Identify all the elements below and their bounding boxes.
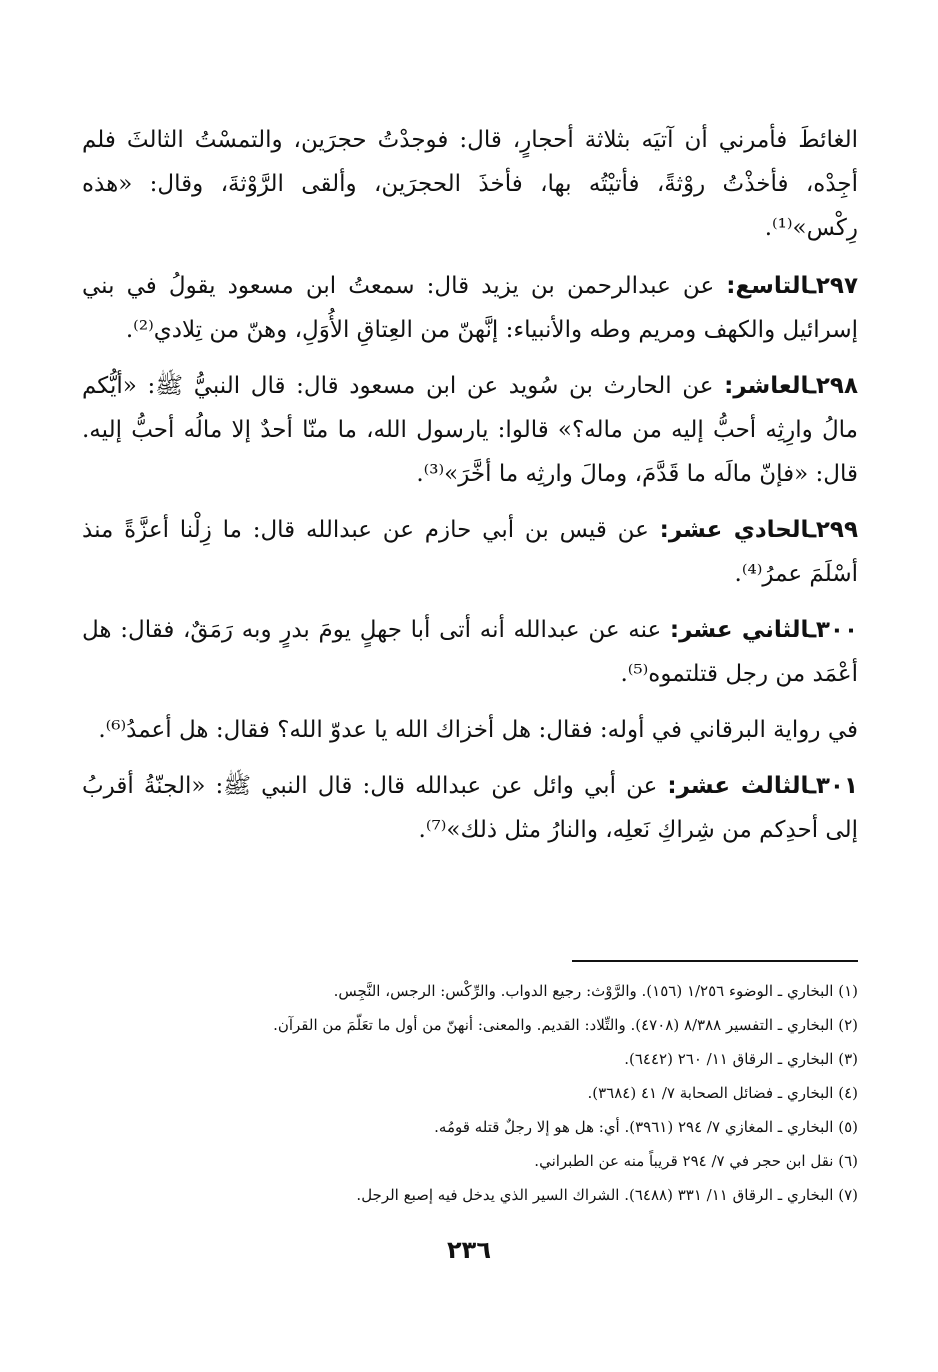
entry-text: عن عبدالرحمن بن يزيد قال: سمعتُ ابن مسعود يقولُ في بني إسرائيل والكهف ومريم وطه والأنبياء: إنَّهنّ من العِتاقِ الأُوَلِ، وهنّ من تِلادي⁽²⁾. bbox=[82, 273, 858, 343]
footnote-item: (٤) البخاري ـ فضائل الصحابة ٧/ ٤١ (٣٦٨٤). bbox=[587, 1084, 858, 1102]
page-number: ٢٣٦ bbox=[447, 1236, 491, 1264]
entry-text: عن قيس بن أبي حازم عن عبدالله قال: ما زِلْنا أعزَّةً منذ أسْلَمَ عمرُ⁽⁴⁾. bbox=[82, 517, 858, 587]
footnote-item: (٧) البخاري ـ الرقاق ١١/ ٣٣١ (٦٤٨٨). الشراك السير الذي يدخل فيه إصبع الرجل. bbox=[356, 1186, 858, 1204]
entry-text: عن الحارث بن سُويد عن ابن مسعود قال: قال النبيُّ ﷺ: «أيُّكم مالُ وارِثِه أحبُّ إليه من ماله؟» قالوا: يارسول الله، ما منّا أحدٌ إلا مالُه أحبُّ إليه. قال: «فإنّ مالَه ما قَدَّمَ، ومالَ وارثِه ما أخَّرَ»⁽³⁾. bbox=[82, 373, 858, 487]
entry-number: ٣٠٠ bbox=[815, 617, 858, 643]
entry-number: ٢٩٩ bbox=[815, 517, 858, 543]
entry-text: عنه عن عبدالله أنه أتى أبا جهلٍ يومَ بدرٍ وبه رَمَقٌ، فقال: هل أعْمَد من رجل قتلتموه⁽⁵⁾. bbox=[82, 617, 858, 687]
intro-paragraph bbox=[82, 118, 858, 250]
entry-heading: الثاني عشر: bbox=[669, 617, 810, 643]
footnote-item: (٣) البخاري ـ الرقاق ١١/ ٢٦٠ (٦٤٤٢). bbox=[624, 1050, 858, 1068]
entry-heading: التاسع: bbox=[726, 273, 810, 299]
entry-number: ٢٩٨ bbox=[815, 373, 859, 399]
entry-text: عن أبي وائل عن عبدالله قال: قال النبي ﷺ: «الجنّةُ أقربُ إلى أحدِكم من شِراكِ نَعلِه، والنارُ مثل ذلك»⁽⁷⁾. bbox=[82, 773, 858, 843]
footnote-item: (٥) البخاري ـ المغازي ٧/ ٢٩٤ (٣٩٦١). أي: هل هو إلا رجلٌ قتله قومُه. bbox=[434, 1118, 858, 1136]
entry-heading: العاشر: bbox=[724, 373, 810, 399]
entry-298: ٢٩٨ـالعاشر: عن الحارث بن سُويد عن ابن مسعود قال: قال النبيُّ ﷺ: «أيُّكم مالُ وارِثِه أحبُّ إليه من ماله؟» قالوا: يارسول الله، ما منّا أحدٌ إلا مالُه أحبُّ إليه. قال: «فإنّ مالَه ما قَدَّمَ، ومالَ وارثِه ما أخَّرَ»⁽³⁾. bbox=[82, 372, 859, 487]
intro-text: الغائطَ فأمرني أن آتيَه بثلاثة أحجارٍ، قال: فوجدْتُ حجرَين، والتمسْتُ الثالثَ فلم أجِدْه، فأخذْتُ روْثةً، فأتيْتُه بها، فأخذَ الحجرَين، وألقى الرَّوْثةَ، وقال: «هذه رِكْس»⁽¹⁾. bbox=[82, 127, 858, 241]
narration-note-text: في رواية البرقاني في أوله: فقال: هل أخزاك الله يا عدوّ الله؟ فقال: هل أعمدُ⁽⁶⁾. bbox=[98, 717, 858, 743]
footnotes bbox=[82, 974, 858, 1212]
entry-297: ٢٩٧ـالتاسع: عن عبدالرحمن بن يزيد قال: سمعتُ ابن مسعود يقولُ في بني إسرائيل والكهف ومريم وطه والأنبياء: إنَّهنّ من العِتاقِ الأُوَلِ، وهنّ من تِلادي⁽²⁾. bbox=[82, 272, 858, 343]
entry-number: ٣٠١ bbox=[815, 773, 858, 799]
footnote-item: (٢) البخاري ـ التفسير ٨/٣٨٨ (٤٧٠٨). والتِّلاد: القديم. والمعنى: أنهنّ من أول ما تعَلّمَ من القرآن. bbox=[273, 1016, 858, 1034]
entry-299: ٢٩٩ـالحادي عشر: عن قيس بن أبي حازم عن عبدالله قال: ما زِلْنا أعزَّةً منذ أسْلَمَ عمرُ⁽⁴⁾. bbox=[82, 516, 858, 587]
entry-300: ٣٠٠ـالثاني عشر: عنه عن عبدالله أنه أتى أبا جهلٍ يومَ بدرٍ وبه رَمَقٌ، فقال: هل أعْمَد من رجل قتلتموه⁽⁵⁾. bbox=[82, 616, 858, 687]
entry-number: ٢٩٧ bbox=[815, 273, 858, 299]
footnote-item: (١) البخاري ـ الوضوء ١/٢٥٦ (١٥٦). والرَّوْث: رجيع الدواب. والرِّكْس: الرجس، النَّجِس. bbox=[333, 982, 858, 1000]
entry-301: ٣٠١ـالثالث عشر: عن أبي وائل عن عبدالله قال: قال النبي ﷺ: «الجنّةُ أقربُ إلى أحدِكم من شِراكِ نَعلِه، والنارُ مثل ذلك»⁽⁷⁾. bbox=[82, 772, 858, 843]
entry-heading: الحادي عشر: bbox=[659, 517, 810, 543]
narration-note-paragraph bbox=[82, 708, 858, 752]
entry-heading: الثالث عشر: bbox=[667, 773, 810, 799]
footnote-divider bbox=[572, 960, 858, 962]
footnote-item: (٦) نقل ابن حجر في ٧/ ٢٩٤ قريباً منه عن الطبراني. bbox=[534, 1152, 858, 1170]
main-text bbox=[82, 118, 858, 864]
